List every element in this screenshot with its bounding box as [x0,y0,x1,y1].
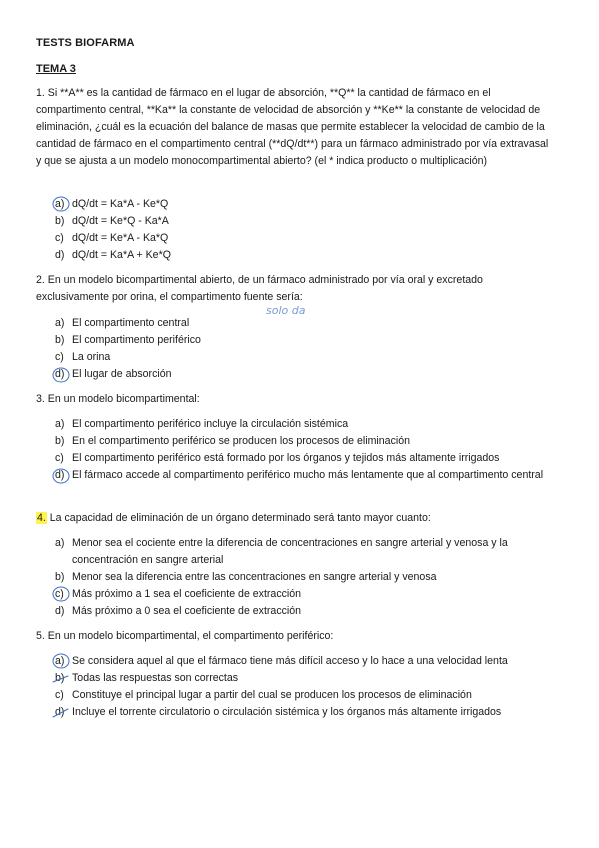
option-text: dQ/dt = Ke*A - Ka*Q [72,232,169,244]
option-1d [55,247,565,264]
option-4c [55,586,565,603]
option-letter: c) [55,689,64,701]
option-text: El compartimento periférico incluye la circulación sistémica [72,418,349,430]
option-3a [55,416,565,433]
option-5c [55,687,565,704]
option-letter: a) [55,537,65,549]
option-letter: a) [55,198,65,210]
option-letter: c) [55,588,64,600]
question-1: 1. Si **A** es la cantidad de fármaco en el lugar de absorción, **Q** la cantidad de fármaco en el compartimento central, **Ka** la constante de velocidad de absorción y **Ke** la constante de velocidad de eliminación, ¿cuál es la ecuación del balance de masas que permite establecer la velocidad de cambio de la cantidad de fármaco en el compartimento central (**dQ/dt**) para un fármaco administrado por vía extravasal y que se ajusta a un modelo monocompartimental abierto? (el * indica producto o multiplicación) [36,87,549,167]
option-text: dQ/dt = Ka*A - Ke*Q [72,198,169,210]
handwritten-note: solo da [266,304,306,317]
question-5: 5. En un modelo bicompartimental, el compartimento periférico: [36,630,334,642]
option-text: Todas las respuestas son correctas [72,672,239,684]
option-letter: a) [55,418,65,430]
question-4-options [55,535,565,620]
option-text: El compartimento periférico [72,334,201,346]
option-2a [55,315,565,332]
option-2d [55,366,565,383]
option-text: El compartimento periférico está formado por los órganos y tejidos más altamente irrigados [72,452,500,464]
question-2-options [55,315,565,383]
option-letter: b) [55,672,65,684]
option-letter: d) [55,706,65,718]
question-3-options [55,416,565,484]
option-text: Incluye el torrente circulatorio o circulación sistémica y los órganos más altamente irrigados [72,706,502,718]
option-5b [55,670,565,687]
option-text: Se considera aquel al que el fármaco tiene más difícil acceso y lo hace a una velocidad lenta [72,655,508,667]
question-3: 3. En un modelo bicompartimental: [36,393,200,405]
option-1a [55,196,565,213]
option-text: El compartimento central [72,317,190,329]
option-text: Más próximo a 1 sea el coeficiente de extracción [72,588,302,600]
option-3b [55,433,565,450]
option-letter: b) [55,215,65,227]
option-text: La orina [72,351,111,363]
option-3c [55,450,565,467]
question-5-options [55,653,565,721]
option-text: dQ/dt = Ke*Q - Ka*A [72,215,169,227]
highlighted-number: 4. [37,512,46,524]
option-4d [55,603,565,620]
option-text: Constituye el principal lugar a partir del cual se producen los procesos de eliminación [72,689,472,701]
option-letter: a) [55,655,65,667]
option-2b [55,332,565,349]
option-1b [55,213,565,230]
option-letter: d) [55,605,65,617]
document-title: TESTS BIOFARMA [36,37,135,49]
option-letter: c) [55,232,64,244]
question-1-options [55,196,565,264]
option-letter: d) [55,368,65,380]
option-text: Menor sea el cociente entre la diferencia de concentraciones en sangre arterial y venosa y la concentración en sangre arterial [72,537,508,566]
option-text: Más próximo a 0 sea el coeficiente de extracción [72,605,302,617]
option-letter: b) [55,435,65,447]
option-text: dQ/dt = Ka*A + Ke*Q [72,249,171,261]
option-3d [55,467,565,484]
option-5d [55,704,565,721]
option-5a [55,653,565,670]
question-4-text: La capacidad de eliminación de un órgano determinado será tanto mayor cuanto: [46,512,431,524]
option-text: Menor sea la diferencia entre las concentraciones en sangre arterial y venosa [72,571,437,583]
option-letter: c) [55,452,64,464]
option-letter: a) [55,317,65,329]
option-text: El fármaco accede al compartimento periférico mucho más lentamente que al compartimento central [72,469,544,481]
option-2c [55,349,565,366]
question-4 [36,510,556,527]
question-2: 2. En un modelo bicompartimental abierto, de un fármaco administrado por vía oral y excretado exclusivamente por orina, el compartimento fuente sería: [36,274,483,303]
option-text: El lugar de absorción [72,368,172,380]
section-title: TEMA 3 [36,63,76,75]
option-1c [55,230,565,247]
option-letter: b) [55,571,65,583]
option-letter: c) [55,351,64,363]
option-letter: d) [55,249,65,261]
option-letter: b) [55,334,65,346]
option-text: En el compartimento periférico se producen los procesos de eliminación [72,435,410,447]
option-4a [55,535,565,569]
option-4b [55,569,565,586]
option-letter: d) [55,469,65,481]
